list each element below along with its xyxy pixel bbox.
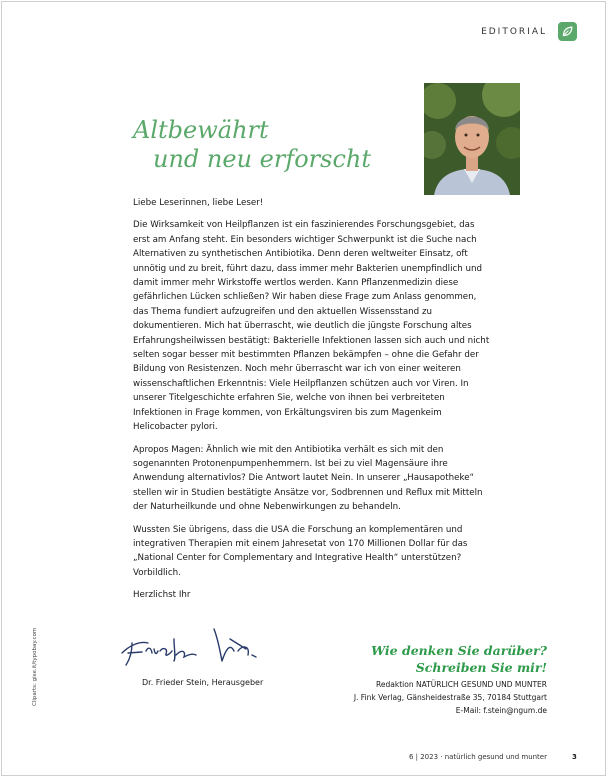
handwritten-signature [118,621,278,669]
greeting: Liebe Leserinnen, liebe Leser! [133,198,264,208]
cta-line-2: Schreiben Sie mir! [415,660,547,675]
paragraph-3: Wussten Sie übrigens, dass die USA die Forschung an komplementären und integrativen Therapien mit einem Jahresetat von 170 Millionen Dollar für das „National Center for Complementary and Integrative Health“ unterstützen? Vorbildlich. [133,524,468,578]
call-to-action [371,642,547,676]
leaf-icon [558,22,577,41]
page-number: 3 [572,753,577,761]
section-label: EDITORIAL [481,27,547,37]
cta-line-1: Wie denken Sie darüber? [371,643,547,658]
footer-issue: 6 | 2023 · natürlich gesund und munter [408,753,547,761]
title-line-2: und neu erforscht [153,145,371,173]
editorial-body [133,196,494,611]
image-credit: Cliparts: gise.it/typobay.com [32,627,38,706]
contact-editorial: Redaktion NATÜRLICH GESUND UND MUNTER [376,680,547,689]
author-portrait [424,83,520,195]
paragraph-2: Apropos Magen: Ähnlich wie mit den Antibiotika verhält es sich mit den sogenannten Protonenpumpenhemmern. Ist bei zu viel Magensäure ihre Anwendung alternativlos? Die Antwort lautet Nein. In unserer „Hausapotheke“ stellen wir in Studien bestätigte Ansätze vor, Sodbrennen und Reflux mit Mitteln der Naturheilkunde und ohne Nebenwirkungen zu behandeln. [133,444,483,513]
contact-email[interactable]: E-Mail: f.stein@ngum.de [455,706,547,715]
signer-name: Dr. Frieder Stein, Herausgeber [142,678,264,687]
closing: Herzlichst Ihr [133,590,191,601]
contact-block [354,678,547,717]
editorial-title [133,116,371,174]
title-line-1: Altbewährt [133,116,269,144]
paragraph-1: Die Wirksamkeit von Heilpflanzen ist ein faszinierendes Forschungsgebiet, das erst am Anfang steht. Ein besonders wichtiger Schwerpunkt ist die Suche nach Alternativen zu synthetischen Antibiotika. Denn deren weltweiter Einsatz, oft unnötig und zu breit, führt dazu, dass immer mehr Bakterien unempfindlich und damit immer mehr Wirkstoffe wertlos werden. Kann Pflanzenmedizin diese gefährlichen Lücken schließen? Wir haben diese Frage zum Anlass genommen, das Thema fundiert aufzugreifen und den aktuellen Wissensstand zu dokumentieren. Mich hat überrascht, wie deutlich die jüngste Forschung altes Erfahrungsheilwissen bestätigt: Bakterielle Infektionen lassen sich auch und nicht selten sogar besser mit bestimmten Pflanzen bekämpfen – ohne die Gefahr der Bildung von Resistenzen. Noch mehr überrascht war ich von einer weiteren wissenschaftlichen Erkenntnis: Viele Heilpflanzen schützen auch vor Viren. In unserer Titelgeschichte erfahren Sie, welche von ihnen bei verbreiteten Infektionen in Frage kommen, von Erkältungsviren bis zum Magenkeim Helicobacter pylori. [133,220,490,433]
contact-address: J. Fink Verlag, Gänsheidestraße 35, 70184 Stuttgart [353,693,547,702]
